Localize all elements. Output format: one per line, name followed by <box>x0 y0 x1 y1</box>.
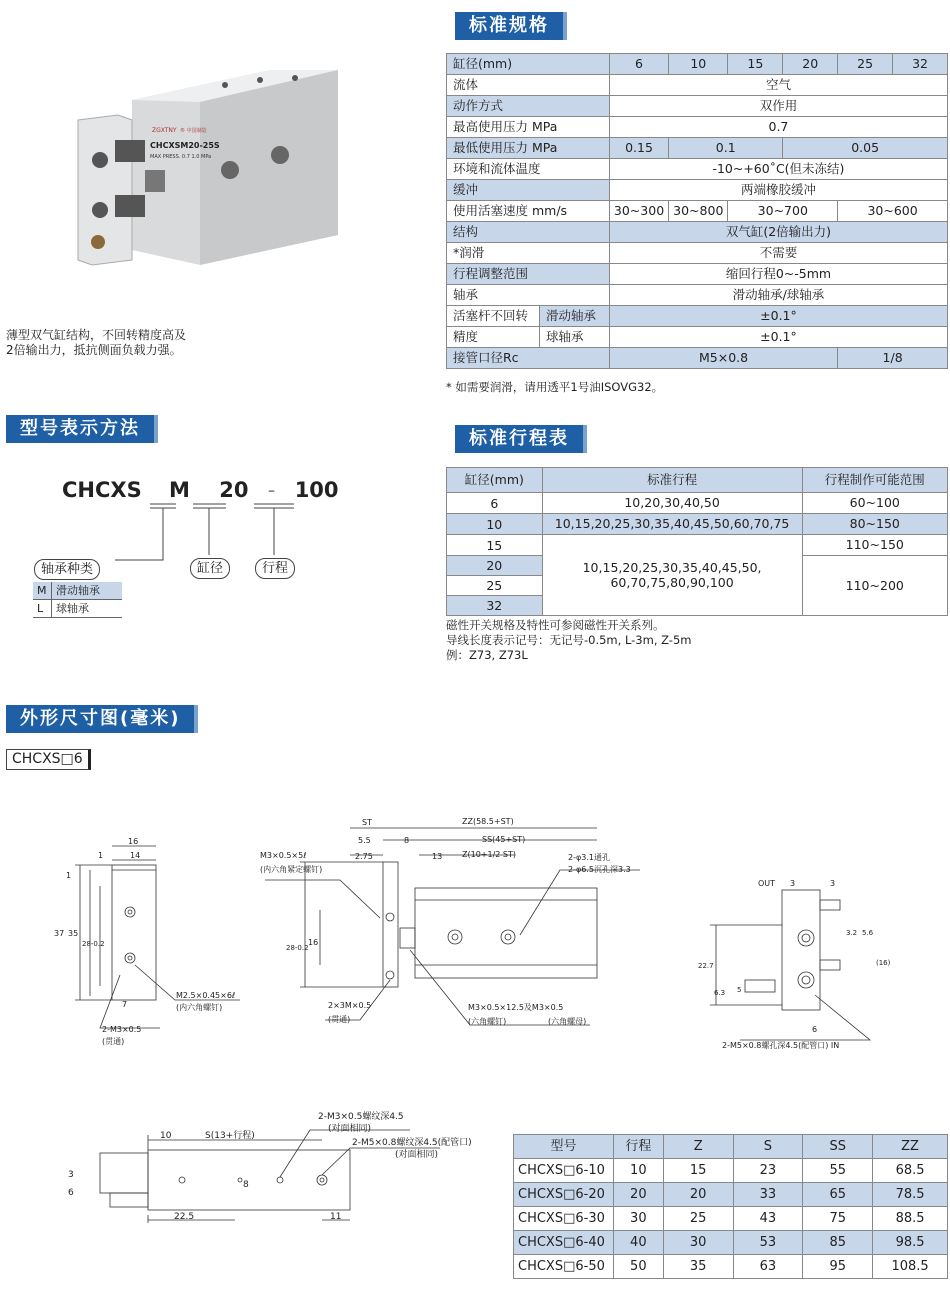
bearing-options-table <box>33 582 122 618</box>
dim-13: 13 <box>432 852 443 861</box>
spec-label: 最低使用压力 MPa <box>447 138 610 159</box>
stroke-note: 磁性开关规格及特性可参阅磁性开关系列。 <box>446 618 665 632</box>
bore-15: 15 <box>728 54 783 75</box>
dim-cell: 75 <box>803 1207 873 1231</box>
dim-8-bottom: 8 <box>243 1180 249 1190</box>
model-tag: CHCXS□6 <box>6 749 91 770</box>
spec-value: 30~300 <box>609 201 668 222</box>
dim-cell: 33 <box>733 1183 803 1207</box>
dim-cell: CHCXS□6-10 <box>514 1159 614 1183</box>
dim-5-right: 5 <box>737 986 742 994</box>
spec-label: 动作方式 <box>447 96 610 117</box>
spec-value: 不需要 <box>609 243 947 264</box>
dim-5-5: 5.5 <box>358 836 371 845</box>
spec-label: 流体 <box>447 75 610 96</box>
spec-row <box>447 96 948 117</box>
stroke-row <box>447 514 948 535</box>
spec-sub-label: 滑动轴承 <box>539 306 609 327</box>
spec-value: 两端橡胶缓冲 <box>609 180 947 201</box>
spec-footnote: * 如需要润滑，请用透平1号油ISOVG32。 <box>446 380 664 394</box>
dim-table-row <box>514 1231 948 1255</box>
dim-cell: 10 <box>613 1159 663 1183</box>
section-model-header: 型号表示方法 <box>6 415 158 443</box>
dim-11: 11 <box>330 1212 342 1222</box>
stroke-header-std: 标准行程 <box>542 468 802 493</box>
description-line-2: 2倍输出力，抵抗侧面负载力强。 <box>6 343 182 357</box>
bore-6: 6 <box>609 54 668 75</box>
dim-10-bottom: 10 <box>160 1131 172 1141</box>
dim-cell: 98.5 <box>873 1231 948 1255</box>
stroke-bore: 20 <box>447 556 543 576</box>
spec-row-bore <box>447 54 948 75</box>
stroke-header-row <box>447 468 948 493</box>
dim-header: S <box>733 1135 803 1159</box>
stroke-std-multi <box>542 535 802 616</box>
dim-22-7: 22.7 <box>698 962 714 970</box>
right-view-drawing <box>710 890 870 1040</box>
dim-7: 7 <box>122 1000 128 1009</box>
dim-16-right: (16) <box>876 959 891 967</box>
dim-cell: 95 <box>803 1255 873 1279</box>
dim-cell: 50 <box>613 1255 663 1279</box>
spec-label: 接管口径Rc <box>447 348 610 369</box>
spec-label: 精度 <box>447 327 540 348</box>
m25-label: M2.5×0.45×6ℓ <box>176 991 236 1000</box>
m2-label: 2×3M×0.5 <box>328 1001 372 1010</box>
m3-label: 2-M3×0.5 <box>102 1025 142 1034</box>
dim-cell: 88.5 <box>873 1207 948 1231</box>
dim-cell: 85 <box>803 1231 873 1255</box>
m3t-note: (对面相同) <box>328 1124 372 1134</box>
product-description <box>6 328 186 358</box>
spec-sub-label: 球轴承 <box>539 327 609 348</box>
m3x5-note: (内六角紧定螺钉) <box>260 865 323 874</box>
product-photo <box>70 60 350 275</box>
spec-value: ±0.1° <box>609 306 947 327</box>
model-series: CHCXS <box>62 478 142 502</box>
spec-value: M5×0.8 <box>609 348 837 369</box>
spec-label: 环境和流体温度 <box>447 159 610 180</box>
dimension-drawings <box>0 800 950 1100</box>
dim-22-5: 22.5 <box>174 1212 195 1222</box>
bearing-option-code: M <box>33 582 52 600</box>
stroke-label: 行程 <box>255 558 295 579</box>
spec-row <box>447 243 948 264</box>
stroke-table <box>446 467 948 616</box>
dim-14: 14 <box>130 851 141 860</box>
spec-value: 缩回行程0~-5mm <box>609 264 947 285</box>
spec-value: 0.1 <box>669 138 783 159</box>
spec-row <box>447 117 948 138</box>
model-bore-code: 20 <box>219 478 249 502</box>
photo-spec: MAX PRESS. 0.7 1.0 MPa <box>150 154 212 160</box>
dim-cell: 108.5 <box>873 1255 948 1279</box>
stroke-std-line-2: 60,70,75,80,90,100 <box>610 575 734 590</box>
dim-1: 1 <box>98 851 104 860</box>
dim-cell: CHCXS□6-20 <box>514 1183 614 1207</box>
dim-3-bottom: 3 <box>68 1170 74 1180</box>
photo-model-label: CHCXSM20-25S <box>150 141 220 150</box>
spec-value: 滑动轴承/球轴承 <box>609 285 947 306</box>
m25-note: (内六角螺钉) <box>176 1003 223 1012</box>
dim-cell: 23 <box>733 1159 803 1183</box>
section-dims-header: 外形尺寸图(毫米) <box>6 705 198 733</box>
bearing-option-code: L <box>33 600 52 618</box>
spec-row <box>447 201 948 222</box>
bearing-option-text: 滑动轴承 <box>52 582 123 600</box>
spec-value: 1/8 <box>838 348 948 369</box>
m3t-label: 2-M3×0.5螺纹深4.5 <box>318 1112 404 1122</box>
spec-label: 活塞杆不回转 <box>447 306 540 327</box>
spec-value: 空气 <box>609 75 947 96</box>
spec-value: 30~800 <box>669 201 728 222</box>
dim-table-row <box>514 1183 948 1207</box>
end-view-drawing <box>75 846 240 1028</box>
dim-28-center: 28-0.2 <box>286 944 309 952</box>
dim-ss: SS(45+ST) <box>482 835 526 844</box>
dim-cell: 30 <box>613 1207 663 1231</box>
dim-3a: 3 <box>790 879 796 888</box>
dim-table-row <box>514 1255 948 1279</box>
stroke-range: 60~100 <box>802 493 947 514</box>
stroke-header-bore: 缸径(mm) <box>447 468 543 493</box>
spec-label: 结构 <box>447 222 610 243</box>
spec-label: 使用活塞速度 mm/s <box>447 201 610 222</box>
dim-37: 37 <box>54 929 65 938</box>
spec-row <box>447 75 948 96</box>
m5t-note: (对面相同) <box>395 1150 439 1160</box>
m3x5-label: M3×0.5×5ℓ <box>260 851 307 860</box>
stroke-notes <box>446 618 691 663</box>
stroke-range: 80~150 <box>802 514 947 535</box>
bore-32: 32 <box>893 54 948 75</box>
model-code <box>62 478 339 502</box>
spec-value: 双气缸(2倍输出力) <box>609 222 947 243</box>
stroke-bore: 6 <box>447 493 543 514</box>
dim-header: Z <box>663 1135 733 1159</box>
spec-bore-label: 缸径(mm) <box>447 54 610 75</box>
dim-s: S(13+行程) <box>205 1131 255 1141</box>
stroke-bore: 25 <box>447 576 543 596</box>
bore-25: 25 <box>838 54 893 75</box>
description-line-1: 薄型双气缸结构，不回转精度高及 <box>6 328 187 342</box>
spec-row <box>447 180 948 201</box>
dim-28: 28-0.2 <box>82 940 105 948</box>
photo-brand: ZGXTNY <box>152 127 177 134</box>
bottom-view-drawing <box>60 1105 500 1230</box>
spec-row <box>447 348 948 369</box>
dim-cell: 20 <box>663 1183 733 1207</box>
dim-header: 型号 <box>514 1135 614 1159</box>
stroke-range: 110~150 <box>802 535 947 556</box>
stroke-std: 10,15,20,25,30,35,40,45,50,60,70,75 <box>542 514 802 535</box>
m125-label: M3×0.5×12.5及M3×0.5 <box>468 1003 564 1012</box>
photo-brand-suffix: ® 中国制造 <box>180 128 207 134</box>
dim-35: 35 <box>68 929 79 938</box>
stroke-note: 例：Z73, Z73L <box>446 648 528 662</box>
m5t-label: 2-M5×0.8螺纹深4.5(配管口) <box>352 1138 472 1148</box>
model-stroke-code: 100 <box>294 478 339 502</box>
m125-note: (六角螺钉) <box>468 1017 507 1026</box>
spec-label: 最高使用压力 MPa <box>447 117 610 138</box>
dim-8: 8 <box>404 836 410 845</box>
spec-value: 30~600 <box>838 201 948 222</box>
bearing-option <box>33 582 122 600</box>
model-dash: - <box>267 478 276 502</box>
dim-6-bottom: 6 <box>68 1188 74 1198</box>
out-label: OUT <box>758 879 776 888</box>
dim-table-row <box>514 1207 948 1231</box>
dim-16-center: 16 <box>308 938 319 947</box>
section-spec-header: 标准规格 <box>455 12 567 40</box>
dim-cell: 78.5 <box>873 1183 948 1207</box>
dim-cell: 68.5 <box>873 1159 948 1183</box>
bore-20: 20 <box>783 54 838 75</box>
spec-row <box>447 285 948 306</box>
spec-value: ±0.1° <box>609 327 947 348</box>
m2-note: (贯通) <box>328 1015 351 1024</box>
stroke-bore: 10 <box>447 514 543 535</box>
m3-note: (贯通) <box>102 1037 125 1046</box>
dim-cell: 15 <box>663 1159 733 1183</box>
dim-st: ST <box>362 818 372 827</box>
dim-table-row <box>514 1159 948 1183</box>
m5-in-label: 2-M5×0.8螺孔深4.5(配管口) IN <box>722 1041 840 1050</box>
dim-z: Z(10+1/2 ST) <box>462 850 516 859</box>
dim-1b: 1 <box>66 871 72 880</box>
stroke-row <box>447 535 948 556</box>
spec-row <box>447 159 948 180</box>
dim-cell: 43 <box>733 1207 803 1231</box>
dim-cell: 65 <box>803 1183 873 1207</box>
dim-cell: 40 <box>613 1231 663 1255</box>
dim-cell: CHCXS□6-30 <box>514 1207 614 1231</box>
phi31-label: 2-φ3.1通孔 <box>568 853 610 862</box>
bore-label: 缸径 <box>190 558 230 579</box>
spec-label: *润滑 <box>447 243 610 264</box>
spec-row <box>447 306 948 327</box>
dim-2-75: 2.75 <box>355 852 373 861</box>
spec-row <box>447 264 948 285</box>
dim-header: 行程 <box>613 1135 663 1159</box>
spec-value: 0.7 <box>609 117 947 138</box>
m125-note2: (六角螺母) <box>548 1017 587 1026</box>
dim-6-3: 6.3 <box>714 989 726 997</box>
dim-cell: CHCXS□6-50 <box>514 1255 614 1279</box>
dim-3b: 3 <box>830 879 836 888</box>
bore-10: 10 <box>669 54 728 75</box>
dim-cell: 63 <box>733 1255 803 1279</box>
stroke-std-line-1: 10,15,20,25,30,35,40,45,50, <box>582 560 762 575</box>
bearing-type-label: 轴承种类 <box>34 559 100 580</box>
stroke-bore: 32 <box>447 596 543 616</box>
spec-row <box>447 138 948 159</box>
spec-value: 双作用 <box>609 96 947 117</box>
spec-label: 行程调整范围 <box>447 264 610 285</box>
dim-3-2: 3.2 <box>846 929 858 937</box>
dim-cell: 55 <box>803 1159 873 1183</box>
dim-cell: 20 <box>613 1183 663 1207</box>
spec-table <box>446 53 948 369</box>
dim-header: ZZ <box>873 1135 948 1159</box>
stroke-note: 导线长度表示记号：无记号-0.5m, L-3m, Z-5m <box>446 633 692 647</box>
spec-label: 轴承 <box>447 285 610 306</box>
dim-16: 16 <box>128 837 139 846</box>
dim-zz: ZZ(58.5+ST) <box>462 817 514 826</box>
dim-cell: 53 <box>733 1231 803 1255</box>
bearing-option <box>33 600 122 618</box>
spec-value: 0.05 <box>783 138 948 159</box>
stroke-row <box>447 493 948 514</box>
phi65-label: 2-φ6.5沉孔深3.3 <box>568 865 631 874</box>
spec-value: 30~700 <box>728 201 838 222</box>
stroke-range: 110~200 <box>802 556 947 616</box>
section-stroke-header: 标准行程表 <box>455 425 587 453</box>
dim-cell: CHCXS□6-40 <box>514 1231 614 1255</box>
dim-table-header <box>514 1135 948 1159</box>
dim-cell: 25 <box>663 1207 733 1231</box>
dimension-table <box>513 1134 948 1279</box>
spec-row <box>447 327 948 348</box>
dim-5-6: 5.6 <box>862 929 874 937</box>
dim-6-right: 6 <box>812 1025 818 1034</box>
model-bearing-code: M <box>169 478 190 502</box>
bearing-option-text: 球轴承 <box>52 600 123 618</box>
spec-label: 缓冲 <box>447 180 610 201</box>
spec-value: 0.15 <box>609 138 668 159</box>
spec-value: -10~+60˚C(但未冻结) <box>609 159 947 180</box>
stroke-bore: 15 <box>447 535 543 556</box>
stroke-header-range: 行程制作可能范围 <box>802 468 947 493</box>
dim-cell: 30 <box>663 1231 733 1255</box>
dim-header: SS <box>803 1135 873 1159</box>
spec-row <box>447 222 948 243</box>
dim-cell: 35 <box>663 1255 733 1279</box>
stroke-std: 10,20,30,40,50 <box>542 493 802 514</box>
